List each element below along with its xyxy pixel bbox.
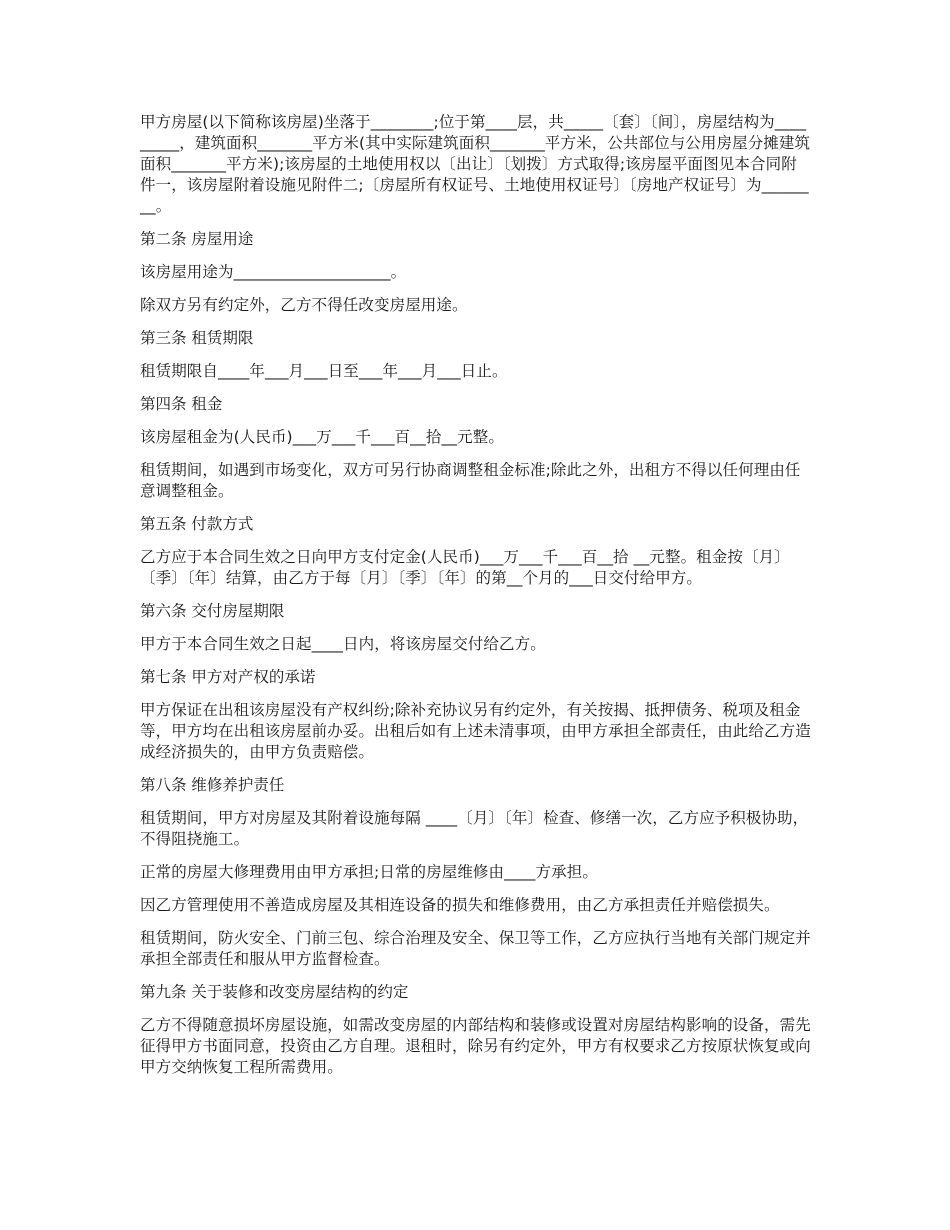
article-4-heading: 第四条 租金 (140, 395, 223, 413)
article-8-heading: 第八条 维修养护责任 (140, 776, 285, 794)
article-9-heading: 第九条 关于装修和改变房屋结构的约定 (140, 983, 409, 1001)
payment-method: 乙方应于本合同生效之日向甲方支付定金(人民币)___万___千___百__拾 __元整。租金按〔月〕〔季〕〔年〕结算，由乙方于每〔月〕〔季〕〔年〕的第__个月的___日交付给甲方。 (140, 548, 790, 587)
article-7-heading: 第七条 甲方对产权的承诺 (140, 668, 316, 686)
lease-term-line: 租赁期限自____年___月___日至___年___月___日止。 (140, 362, 508, 380)
renovation-terms: 乙方不得随意损坏房屋设施，如需改变房屋的内部结构和装修或设置对房屋结构影响的设备，需先征得甲方书面同意，投资由乙方自理。退租时，除另有约定外，甲方有权要求乙方按原状恢复或向甲方交纳恢复工程所需费用。 (140, 1016, 811, 1076)
property-rights-promise: 甲方保证在出租该房屋没有产权纠纷;除补充协议另有约定外，有关按揭、抵押债务、税项及租金等，甲方均在出租该房屋前办妥。出租后如有上述未清事项，由甲方承担全部责任，由此给乙方造成经济损失的，由甲方负责赔偿。 (140, 701, 811, 761)
rent-adjustment: 租赁期间，如遇到市场变化，双方可另行协商调整租金标准;除此之外，出租方不得以任何理由任意调整租金。 (140, 461, 801, 500)
inspection-schedule: 租赁期间，甲方对房屋及其附着设施每隔 ____〔月〕〔年〕检查、修缮一次，乙方应予积极协助，不得阻挠施工。 (140, 809, 809, 848)
article-5-heading: 第五条 付款方式 (140, 515, 254, 533)
contract-page (140, 112, 812, 1090)
house-usage-line: 该房屋用途为____________________。 (140, 263, 407, 281)
rent-amount-line: 该房屋租金为(人民币)___万___千___百__拾__元整。 (140, 428, 504, 446)
safety-responsibility: 租赁期间，防火安全、门前三包、综合治理及安全、保卫等工作，乙方应执行当地有关部门规定并承担全部责任和服从甲方监督检查。 (140, 929, 811, 968)
article-2-heading: 第二条 房屋用途 (140, 230, 254, 248)
delivery-deadline: 甲方于本合同生效之日起____日内，将该房屋交付给乙方。 (140, 635, 546, 653)
clause-house-location: 甲方房屋(以下简称该房屋)坐落于________;位于第____层，共_____〔套〕〔间〕，房屋结构为_________，建筑面积_______平方米(其中实际建筑面积_______平方米，公共部位与公用房屋分摊建筑面积_______平方米);该房屋的土地使用权以〔出让〕〔划拨〕方式取得;该房屋平面图见本合同附件一，该房屋附着设施见附件二;〔房屋所有权证号、土地使用权证号〕〔房地产权证号〕为________。 (140, 113, 811, 215)
tenant-damage-liability: 因乙方管理使用不善造成房屋及其相连设备的损失和维修费用，由乙方承担责任并赔偿损失。 (140, 896, 780, 914)
article-3-heading: 第三条 租赁期限 (140, 329, 254, 347)
article-6-heading: 第六条 交付房屋期限 (140, 602, 285, 620)
usage-restriction: 除双方另有约定外，乙方不得任改变房屋用途。 (140, 296, 468, 314)
repair-cost-split: 正常的房屋大修理费用由甲方承担;日常的房屋维修由____方承担。 (140, 863, 598, 881)
